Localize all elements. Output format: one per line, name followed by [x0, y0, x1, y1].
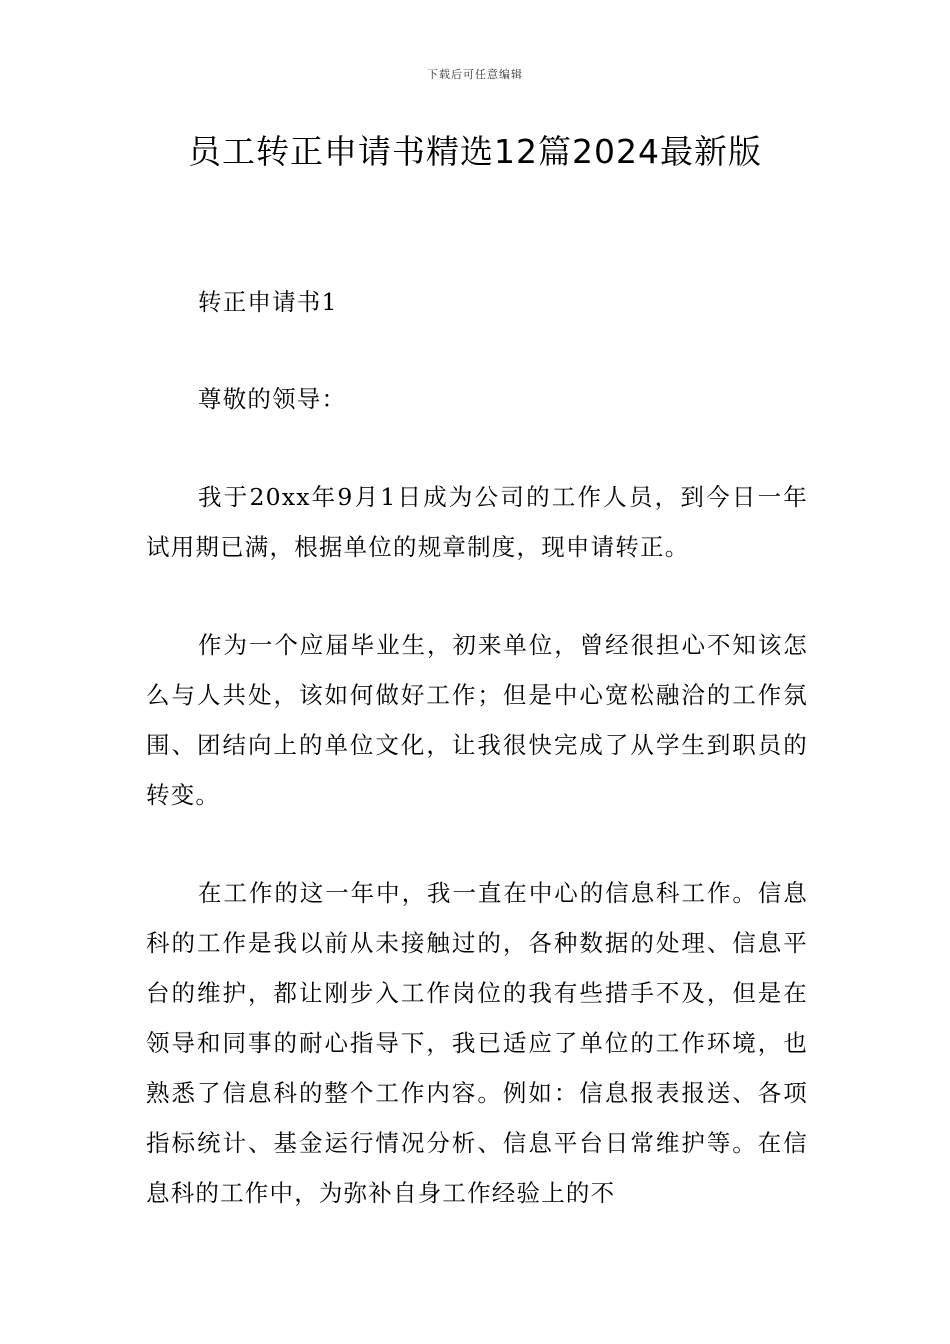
paragraph: 在工作的这一年中，我一直在中心的信息科工作。信息科的工作是我以前从未接触过的，各种数据的处理、信息平台的维护，都让刚步入工作岗位的我有些措手不及，但是在领导和同事的耐心指导下，我已适应了单位的工作环境，也熟悉了信息科的整个工作内容。例如：信息报表报送、各项指标统计、基金运行情况分析、信息平台日常维护等。在信息科的工作中，为弥补自身工作经验上的不	[146, 879, 808, 1207]
paragraph: 我于20xx年9月1日成为公司的工作人员，到今日一年试用期已满，根据单位的规章制度，现申请转正。	[146, 483, 808, 561]
document-title: 员工转正申请书精选12篇2024最新版	[188, 132, 762, 171]
header-note: 下载后可任意编辑	[427, 68, 523, 81]
section-title: 转正申请书1	[198, 288, 338, 316]
paragraph: 作为一个应届毕业生，初来单位，曾经很担心不知该怎么与人共处，该如何做好工作；但是中心宽松融洽的工作氛围、团结向上的单位文化，让我很快完成了从学生到职员的转变。	[146, 631, 808, 809]
salutation: 尊敬的领导：	[198, 385, 347, 413]
